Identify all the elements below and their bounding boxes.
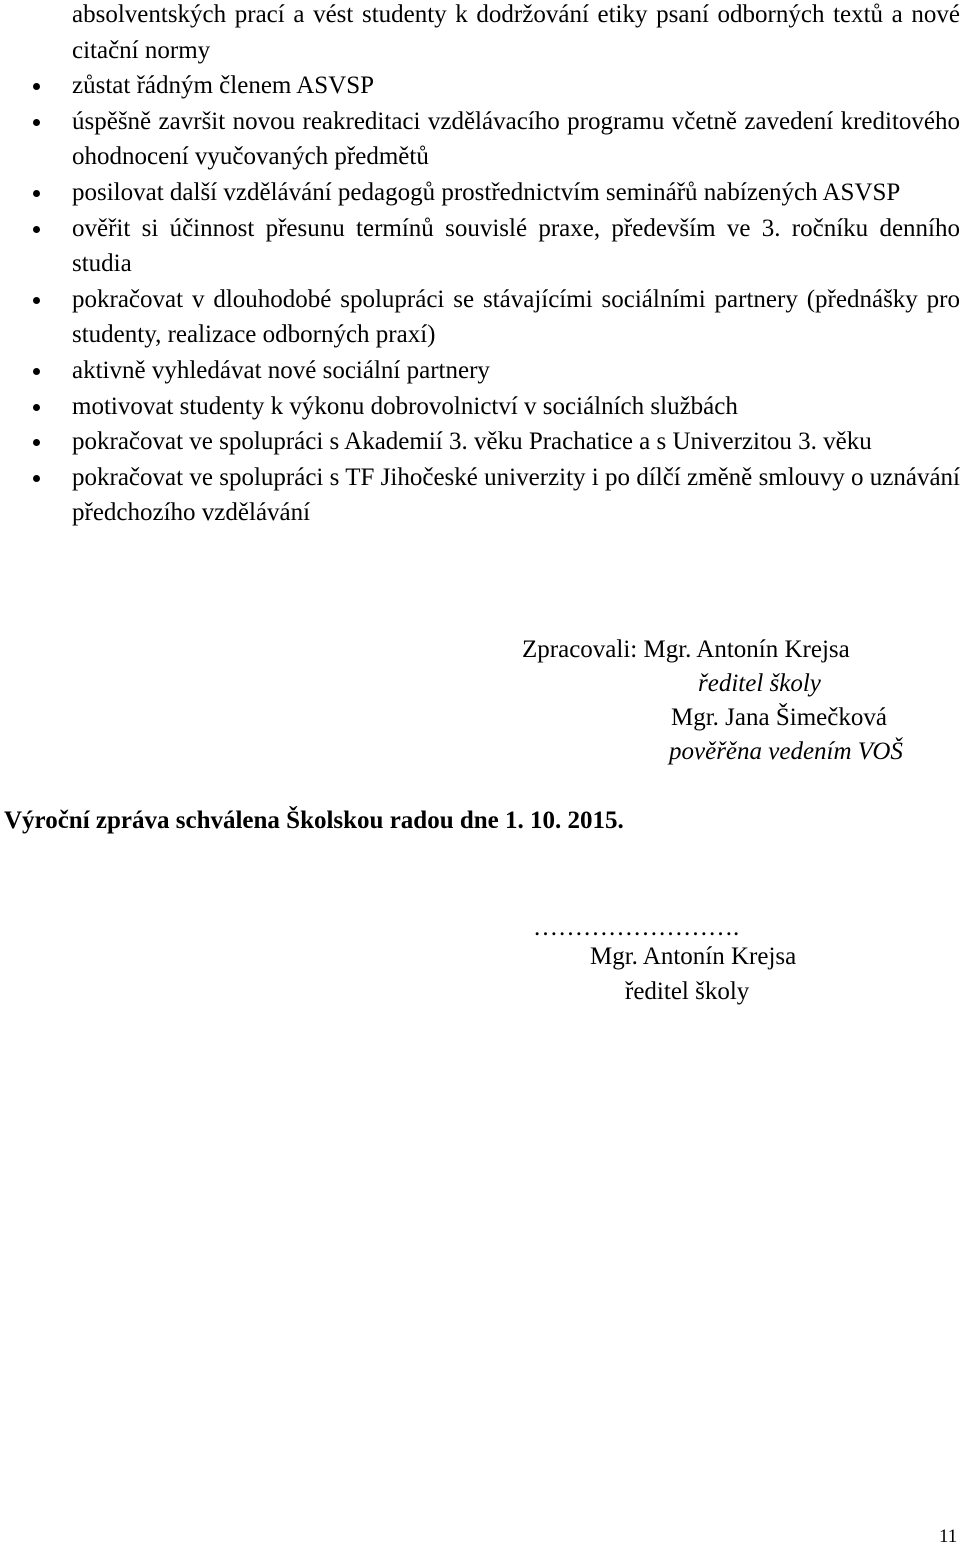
list-item: ověřit si účinnost přesunu termínů souvislé praxe, především ve 3. ročníku denního studia — [72, 211, 960, 282]
list-item: pokračovat ve spolupráci s Akademií 3. věku Prachatice a s Univerzitou 3. věku — [72, 424, 960, 460]
bullet-icon — [33, 404, 40, 411]
list-item: zůstat řádným členem ASVSP — [72, 68, 960, 104]
page-number: 11 — [939, 1526, 958, 1547]
approval-statement: Výroční zpráva schválena Školskou radou dne 1. 10. 2015. — [4, 807, 624, 834]
goals-list — [72, 0, 960, 531]
signature-name: Mgr. Antonín Krejsa — [590, 943, 797, 970]
list-item: pokračovat ve spolupráci s TF Jihočeské univerzity i po dílčí změně smlouvy o uznávání předchozího vzdělávání — [72, 460, 960, 531]
bullet-icon — [33, 83, 40, 90]
list-item-continuation: absolventských prací a vést studenty k dodržování etiky psaní odborných textů a nové citační normy — [72, 1, 960, 64]
list-item: aktivně vyhledávat nové sociální partnery — [72, 353, 960, 389]
list-item: úspěšně završit novou reakreditaci vzdělávacího programu včetně zavedení kreditového ohodnocení vyučovaných předmětů — [72, 104, 960, 175]
signature-line: ……………………. — [533, 914, 740, 941]
prepared-role-1: ředitel školy — [698, 670, 821, 697]
list-item: pokračovat v dlouhodobé spolupráci se stávajícími sociálními partnery (přednášky pro studenty, realizace odborných praxí) — [72, 282, 960, 353]
prepared-name-2: Mgr. Jana Šimečková — [671, 704, 887, 731]
bullet-icon — [33, 119, 40, 126]
list-item: posilovat další vzdělávání pedagogů prostřednictvím seminářů nabízených ASVSP — [72, 175, 960, 211]
prepared-by-line: Zpracovali: Mgr. Antonín Krejsa — [522, 636, 850, 663]
prepared-role-2: pověřěna vedením VOŠ — [669, 738, 903, 765]
bullet-icon — [33, 226, 40, 233]
bullet-icon — [33, 297, 40, 304]
bullet-icon — [33, 475, 40, 482]
bullet-icon — [33, 368, 40, 375]
list-item: motivovat studenty k výkonu dobrovolnictví v sociálních službách — [72, 389, 960, 425]
bullet-icon — [33, 190, 40, 197]
bullet-icon — [33, 439, 40, 446]
signature-role: ředitel školy — [625, 978, 750, 1005]
